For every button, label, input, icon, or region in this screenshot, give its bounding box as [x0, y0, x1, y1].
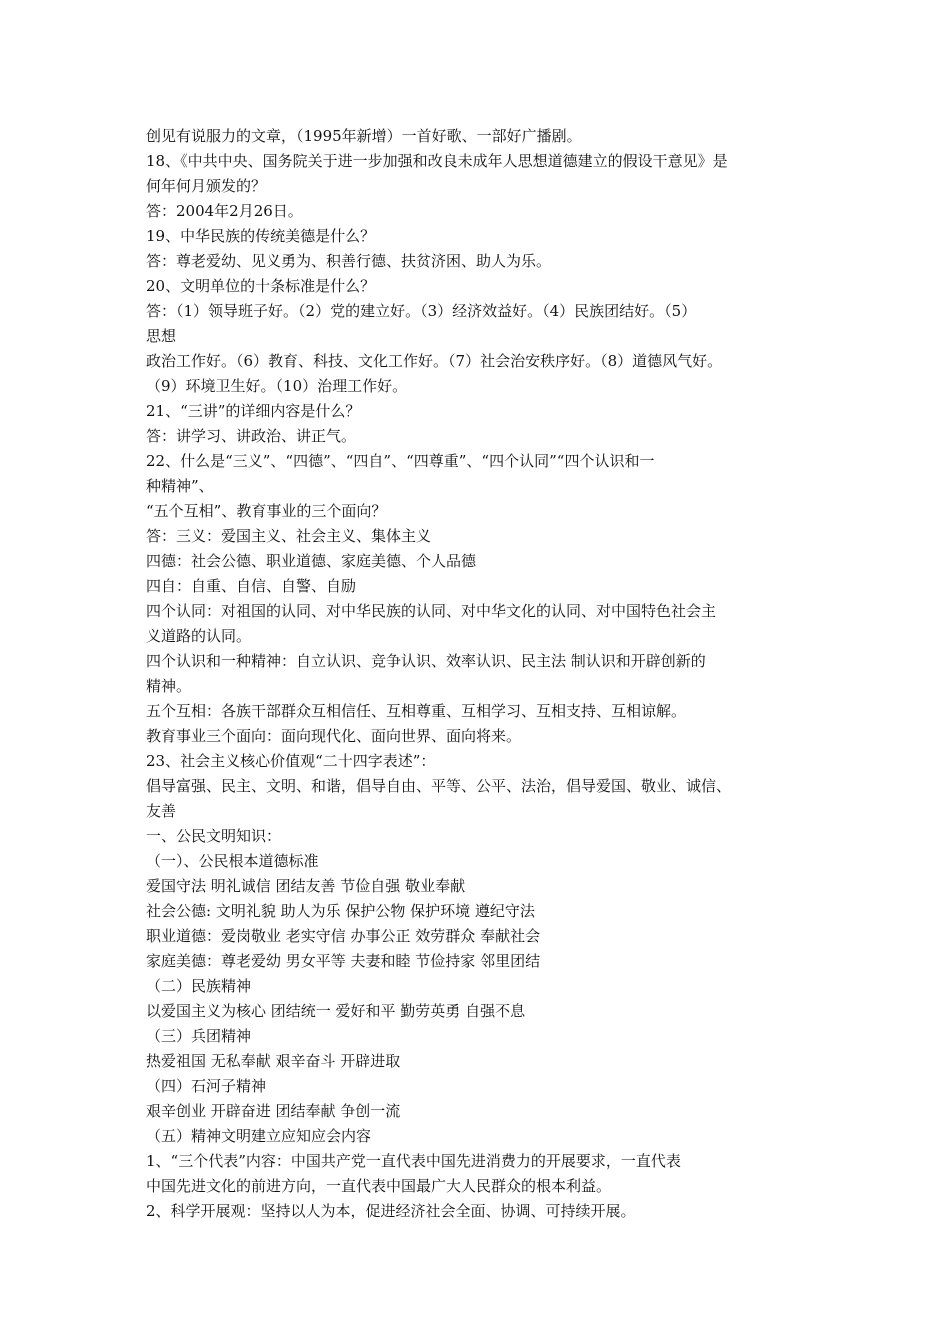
text-line: “五个互相”、教育事业的三个面向？	[146, 502, 387, 520]
text-line: 教育事业三个面向：面向现代化、面向世界、面向将来。	[146, 727, 522, 745]
text-line: 答：讲学习、讲政治、讲正气。	[146, 427, 357, 445]
text-line: 19、中华民族的传统美德是什么？	[146, 227, 376, 245]
text-line: 义道路的认同。	[146, 627, 252, 645]
text-line: 答：（1）领导班子好。（2）党的建立好。（3）经济效益好。（4）民族团结好。（5）	[146, 302, 697, 320]
text-line: 四个认识和一种精神：自立认识、竞争认识、效率认识、民主法 制认识和开辟创新的	[146, 652, 706, 670]
text-line: 五个互相：各族干部群众互相信任、互相尊重、互相学习、互相支持、互相谅解。	[146, 702, 687, 720]
text-line: （四）石河子精神	[146, 1077, 267, 1095]
text-line: 友善	[146, 802, 177, 820]
text-line: 种精神”、	[146, 477, 214, 495]
text-line: 答：三义：爱国主义、社会主义、集体主义	[146, 527, 432, 545]
section-heading: 一、公民文明知识：	[146, 827, 282, 845]
text-line: 21、“三讲”的详细内容是什么？	[146, 402, 361, 420]
text-line: 社会公德: 文明礼貌 助人为乐 保护公物 保护环境 遵纪守法	[146, 902, 535, 920]
text-line: 1、“三个代表”内容：中国共产党一直代表中国先进消费力的开展要求，一直代表	[146, 1152, 681, 1170]
text-line: （一）、公民根本道德标准	[146, 852, 319, 870]
text-line: 答：尊老爱幼、见义勇为、积善行德、扶贫济困、助人为乐。	[146, 252, 552, 270]
text-line: 23、社会主义核心价值观“二十四字表述”：	[146, 752, 436, 770]
text-line: 创见有说服力的文章，（1995年新增）一首好歌、一部好广播剧。	[146, 127, 582, 145]
text-line: （三）兵团精神	[146, 1027, 252, 1045]
text-line: （二）民族精神	[146, 977, 252, 995]
text-line: 四德：社会公德、职业道德、家庭美德、个人品德	[146, 552, 477, 570]
text-line: 以爱国主义为核心 团结统一 爱好和平 勤劳英勇 自强不息	[146, 1002, 526, 1020]
text-line: 18、《中共中央、国务院关于进一步加强和改良未成年人思想道德建立的假设干意见》是	[146, 152, 728, 170]
text-line: 2、科学开展观：坚持以人为本，促进经济社会全面、协调、可持续开展。	[146, 1202, 636, 1220]
text-line: 热爱祖国 无私奉献 艰辛奋斗 开辟进取	[146, 1052, 401, 1070]
text-line: 政治工作好。（6）教育、科技、文化工作好。（7）社会治安秩序好。（8）道德风气好。	[146, 352, 723, 370]
text-line: 四自：自重、自信、自警、自励	[146, 577, 357, 595]
text-line: 20、文明单位的十条标准是什么？	[146, 277, 376, 295]
text-line: 中国先进文化的前进方向，一直代表中国最广大人民群众的根本利益。	[146, 1177, 612, 1195]
text-line: 精神。	[146, 677, 192, 695]
text-line: 家庭美德：尊老爱幼 男女平等 夫妻和睦 节俭持家 邻里团结	[146, 952, 541, 970]
text-line: 何年何月颁发的？	[146, 177, 267, 195]
text-line: 倡导富强、民主、文明、和谐，倡导自由、平等、公平、法治，倡导爱国、敬业、诚信、	[146, 777, 732, 795]
text-line: 思想	[146, 327, 177, 345]
text-line: （五）精神文明建立应知应会内容	[146, 1127, 372, 1145]
text-line: 答：2004年2月26日。	[146, 202, 303, 220]
text-line: （9）环境卫生好。（10）治理工作好。	[146, 377, 408, 395]
text-line: 职业道德：爱岗敬业 老实守信 办事公正 效劳群众 奉献社会	[146, 927, 541, 945]
text-line: 四个认同：对祖国的认同、对中华民族的认同、对中华文化的认同、对中国特色社会主	[146, 602, 717, 620]
text-line: 22、什么是“三义”、“四德”、“四自”、“四尊重”、“四个认同”“四个认识和一	[146, 452, 655, 470]
text-line: 艰辛创业 开辟奋进 团结奉献 争创一流	[146, 1102, 401, 1120]
text-line: 爱国守法 明礼诚信 团结友善 节俭自强 敬业奉献	[146, 877, 466, 895]
